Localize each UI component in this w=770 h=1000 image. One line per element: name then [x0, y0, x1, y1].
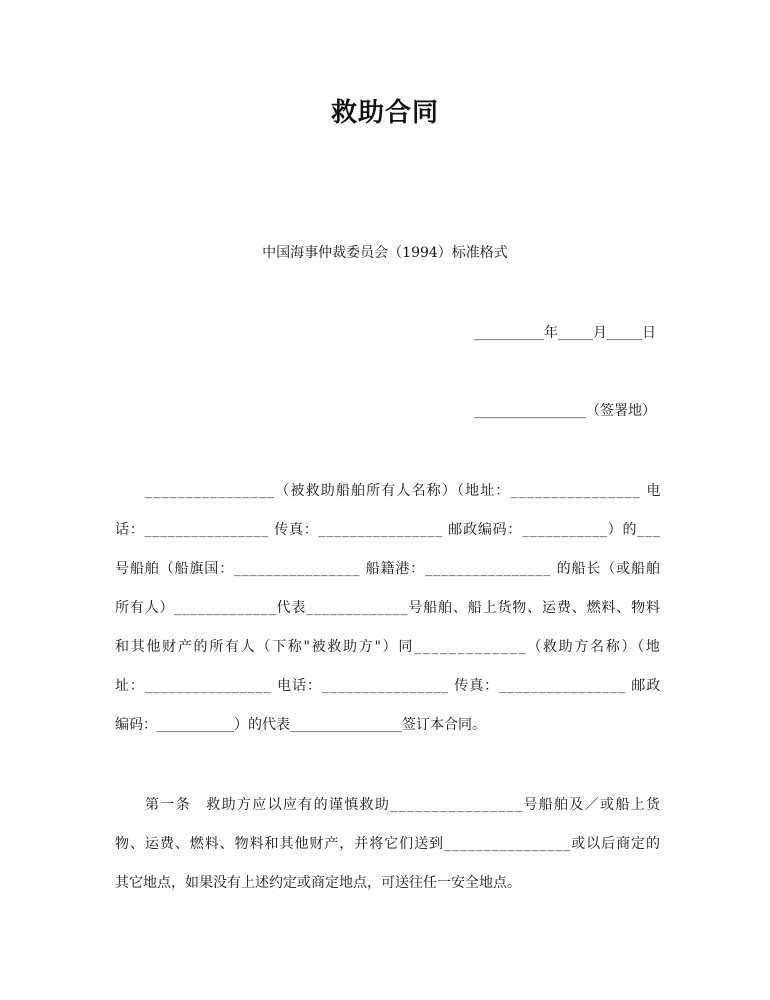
article-1-line: 物、运费、燃料、物料和其他财产，并将它们送到________________或以后商定的: [115, 836, 661, 852]
preamble-line: 址：________________ 电话：________________ 传真：________________ 邮政: [115, 678, 662, 694]
preamble-line: 和其他财产的所有人（下称"被救助方"）同_____________（救助方名称）（地: [115, 639, 662, 655]
preamble-line: 所有人）_____________代表_____________号船舶、船上货物、运费、燃料、物料: [115, 600, 661, 616]
preamble-line: 号船舶（船旗国：________________ 船籍港：________________ 的船长（或船舶: [115, 561, 661, 577]
preamble-line: ________________（被救助船舶所有人名称）（地址：________________ 电: [145, 483, 662, 499]
date-line: __________年_____月_____日: [474, 325, 656, 341]
document-subtitle: 中国海事仲裁委员会（1994）标准格式: [262, 245, 508, 261]
preamble-line: 编码：___________）的代表________________签订本合同。: [115, 717, 486, 733]
document-title: 救助合同: [330, 98, 439, 128]
preamble-line: 话：________________ 传真：________________ 邮政编码：___________）的___: [115, 522, 661, 538]
signing-place-line: ________________（签署地）: [474, 403, 656, 419]
article-1-line: 第一条 救助方应以应有的谨慎救助________________号船舶及／或船上货: [145, 797, 662, 813]
article-1-line: 其它地点，如果没有上述约定或商定地点，可送往任一安全地点。: [115, 875, 521, 891]
